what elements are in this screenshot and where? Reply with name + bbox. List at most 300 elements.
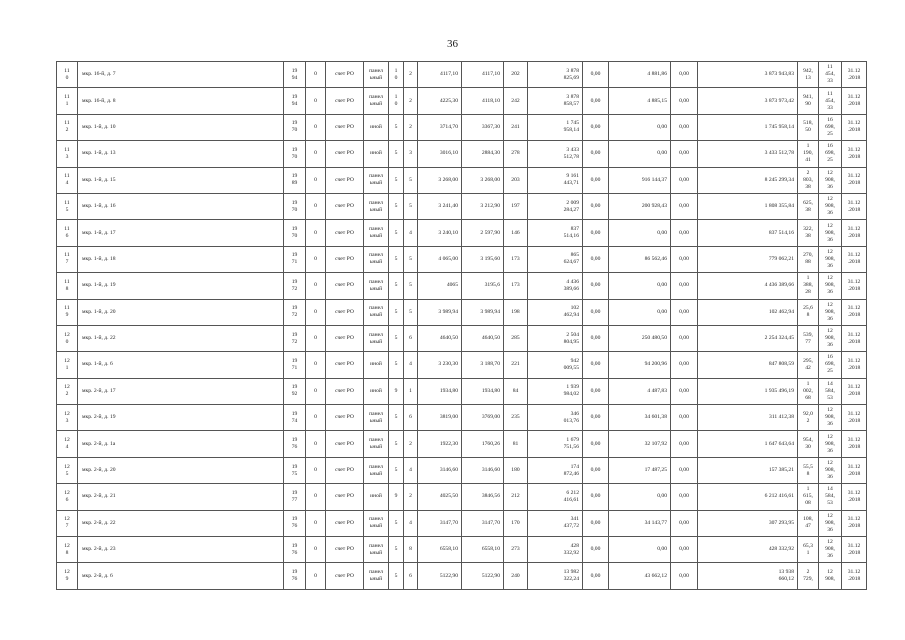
per-meter-cell: 954, 30: [798, 431, 819, 457]
account-cell: счет РО: [326, 167, 364, 193]
total-area-cell: 3016,10: [418, 141, 462, 167]
date-cell: 31.12 .2018: [842, 431, 867, 457]
zero-amount-cell: 0,00: [583, 62, 609, 88]
living-area-cell: 3769,00: [462, 405, 504, 431]
amount-cell: 0,00: [609, 537, 671, 563]
living-area-cell: 3 188,70: [462, 352, 504, 378]
limit-cell: 12 908, 36: [819, 431, 842, 457]
address-cell: мкр. 1-й, д. 20: [78, 299, 284, 325]
limit-cell: 14 584, 53: [819, 378, 842, 404]
zero-cell: 0: [306, 246, 326, 272]
entrances-cell: 1: [404, 378, 418, 404]
limit-cell: 16 698, 25: [819, 352, 842, 378]
material-cell: панел ьный: [364, 299, 389, 325]
date-cell: 31.12 .2018: [842, 537, 867, 563]
zero-amount-cell: 0,00: [671, 193, 698, 219]
date-cell: 31.12 .2018: [842, 563, 867, 589]
page-number: 36: [447, 38, 458, 50]
balance-cell: 102 462,94: [698, 299, 798, 325]
zero-cell: 0: [306, 220, 326, 246]
date-cell: 31.12 .2018: [842, 484, 867, 510]
total-cost-cell: 346 013,76: [528, 405, 583, 431]
balance-cell: 3 433 512,78: [698, 141, 798, 167]
date-cell: 31.12 .2018: [842, 405, 867, 431]
zero-amount-cell: 0,00: [671, 167, 698, 193]
total-cost-cell: 6 212 416,61: [528, 484, 583, 510]
limit-cell: 12 908, 36: [819, 246, 842, 272]
zero-cell: 0: [306, 510, 326, 536]
zero-amount-cell: 0,00: [583, 246, 609, 272]
address-cell: мкр. 2-й, д. 23: [78, 537, 284, 563]
row-number-cell: 12 1: [57, 352, 78, 378]
year-cell: 19 94: [284, 88, 306, 114]
limit-cell: 12 908, 36: [819, 537, 842, 563]
floors-cell: 5: [389, 141, 404, 167]
zero-amount-cell: 0,00: [671, 62, 698, 88]
row-number-cell: 11 7: [57, 246, 78, 272]
zero-cell: 0: [306, 299, 326, 325]
material-cell: иной: [364, 352, 389, 378]
amount-cell: 200 928,43: [609, 193, 671, 219]
total-cost-cell: 13 982 322,24: [528, 563, 583, 589]
balance-cell: 6 212 416,61: [698, 484, 798, 510]
balance-cell: 4 436 389,66: [698, 273, 798, 299]
year-cell: 19 76: [284, 431, 306, 457]
floors-cell: 5: [389, 537, 404, 563]
zero-cell: 0: [306, 273, 326, 299]
total-cost-cell: 341 437,72: [528, 510, 583, 536]
floors-cell: 1 0: [389, 88, 404, 114]
table-row: [57, 273, 867, 299]
total-cost-cell: 4 436 389,66: [528, 273, 583, 299]
total-cost-cell: 102 462,94: [528, 299, 583, 325]
material-cell: иной: [364, 484, 389, 510]
total-cost-cell: 1 679 751,56: [528, 431, 583, 457]
row-number-cell: 11 4: [57, 167, 78, 193]
per-meter-cell: 518, 50: [798, 114, 819, 140]
address-cell: мкр. 1-й, д. 22: [78, 325, 284, 351]
residents-cell: 203: [504, 167, 528, 193]
address-cell: мкр. 2-й, д. 19: [78, 405, 284, 431]
address-cell: мкр. 1-й, д. 17: [78, 220, 284, 246]
total-cost-cell: 3 433 512,78: [528, 141, 583, 167]
living-area-cell: 4117,10: [462, 62, 504, 88]
per-meter-cell: 1 615, 08: [798, 484, 819, 510]
account-cell: счет РО: [326, 405, 364, 431]
row-number-cell: 12 6: [57, 484, 78, 510]
account-cell: счет РО: [326, 325, 364, 351]
living-area-cell: 5122,90: [462, 563, 504, 589]
row-number-cell: 11 8: [57, 273, 78, 299]
material-cell: панел ьный: [364, 431, 389, 457]
living-area-cell: 3 195,60: [462, 246, 504, 272]
total-cost-cell: 428 332,92: [528, 537, 583, 563]
table-row: [57, 431, 867, 457]
amount-cell: 34 601,38: [609, 405, 671, 431]
total-cost-cell: 2 009 284,27: [528, 193, 583, 219]
residents-cell: 273: [504, 537, 528, 563]
zero-cell: 0: [306, 405, 326, 431]
material-cell: панел ьный: [364, 405, 389, 431]
balance-cell: 157 385,21: [698, 457, 798, 483]
zero-amount-cell: 0,00: [583, 457, 609, 483]
account-cell: счет РО: [326, 88, 364, 114]
address-cell: мкр. 2-й, д. 20: [78, 457, 284, 483]
row-number-cell: 12 2: [57, 378, 78, 404]
floors-cell: 5: [389, 510, 404, 536]
total-cost-cell: 174 872,46: [528, 457, 583, 483]
residents-cell: 198: [504, 299, 528, 325]
date-cell: 31.12 .2018: [842, 167, 867, 193]
account-cell: счет РО: [326, 563, 364, 589]
material-cell: панел ьный: [364, 88, 389, 114]
living-area-cell: 3147,70: [462, 510, 504, 536]
living-area-cell: 4118,10: [462, 88, 504, 114]
amount-cell: 32 107,92: [609, 431, 671, 457]
material-cell: панел ьный: [364, 537, 389, 563]
amount-cell: 250 480,50: [609, 325, 671, 351]
residents-cell: 278: [504, 141, 528, 167]
row-number-cell: 12 0: [57, 325, 78, 351]
balance-cell: 1 745 958,14: [698, 114, 798, 140]
entrances-cell: 4: [404, 352, 418, 378]
per-meter-cell: 1 388, 28: [798, 273, 819, 299]
year-cell: 19 76: [284, 510, 306, 536]
material-cell: панел ьный: [364, 62, 389, 88]
limit-cell: 16 698, 25: [819, 114, 842, 140]
floors-cell: 5: [389, 431, 404, 457]
zero-amount-cell: 0,00: [671, 378, 698, 404]
zero-amount-cell: 0,00: [583, 325, 609, 351]
total-cost-cell: 942 009,55: [528, 352, 583, 378]
entrances-cell: 5: [404, 246, 418, 272]
entrances-cell: 6: [404, 405, 418, 431]
zero-cell: 0: [306, 141, 326, 167]
residents-cell: 202: [504, 62, 528, 88]
table-body: [57, 62, 867, 590]
limit-cell: 12 908, 36: [819, 457, 842, 483]
row-number-cell: 12 3: [57, 405, 78, 431]
total-cost-cell: 3 878 825,69: [528, 62, 583, 88]
zero-amount-cell: 0,00: [583, 378, 609, 404]
year-cell: 19 77: [284, 484, 306, 510]
address-cell: мкр. 2-й, д. 22: [78, 510, 284, 536]
residents-cell: 241: [504, 114, 528, 140]
account-cell: счет РО: [326, 431, 364, 457]
year-cell: 19 70: [284, 114, 306, 140]
living-area-cell: 3 212,90: [462, 193, 504, 219]
zero-amount-cell: 0,00: [671, 325, 698, 351]
amount-cell: 4 881,86: [609, 62, 671, 88]
living-area-cell: 3146,60: [462, 457, 504, 483]
entrances-cell: 2: [404, 431, 418, 457]
total-area-cell: 5122,90: [418, 563, 462, 589]
account-cell: счет РО: [326, 114, 364, 140]
year-cell: 19 76: [284, 537, 306, 563]
total-area-cell: 4640,50: [418, 325, 462, 351]
year-cell: 19 70: [284, 193, 306, 219]
year-cell: 19 70: [284, 141, 306, 167]
material-cell: панел ьный: [364, 273, 389, 299]
entrances-cell: 2: [404, 484, 418, 510]
balance-cell: 428 332,92: [698, 537, 798, 563]
zero-amount-cell: 0,00: [671, 484, 698, 510]
per-meter-cell: 942, 13: [798, 62, 819, 88]
zero-amount-cell: 0,00: [671, 537, 698, 563]
entrances-cell: 5: [404, 299, 418, 325]
total-area-cell: 3714,70: [418, 114, 462, 140]
year-cell: 19 71: [284, 246, 306, 272]
per-meter-cell: 92,0 2: [798, 405, 819, 431]
residents-cell: 81: [504, 431, 528, 457]
zero-amount-cell: 0,00: [583, 220, 609, 246]
year-cell: 19 89: [284, 167, 306, 193]
table-row: [57, 457, 867, 483]
row-number-cell: 11 3: [57, 141, 78, 167]
material-cell: иной: [364, 114, 389, 140]
floors-cell: 9: [389, 378, 404, 404]
zero-amount-cell: 0,00: [671, 273, 698, 299]
entrances-cell: 3: [404, 141, 418, 167]
date-cell: 31.12 .2018: [842, 378, 867, 404]
table-row: [57, 62, 867, 88]
material-cell: иной: [364, 378, 389, 404]
table-row: [57, 563, 867, 589]
table-row: [57, 510, 867, 536]
balance-cell: 8 245 299,34: [698, 167, 798, 193]
living-area-cell: 2884,30: [462, 141, 504, 167]
zero-amount-cell: 0,00: [671, 220, 698, 246]
date-cell: 31.12 .2018: [842, 220, 867, 246]
date-cell: 31.12 .2018: [842, 62, 867, 88]
zero-amount-cell: 0,00: [583, 563, 609, 589]
zero-amount-cell: 0,00: [671, 246, 698, 272]
total-area-cell: 3 268,00: [418, 167, 462, 193]
year-cell: 19 94: [284, 62, 306, 88]
address-cell: мкр. 2-й, д. 6: [78, 563, 284, 589]
floors-cell: 5: [389, 457, 404, 483]
per-meter-cell: 295, 42: [798, 352, 819, 378]
floors-cell: 9: [389, 484, 404, 510]
zero-amount-cell: 0,00: [671, 431, 698, 457]
zero-amount-cell: 0,00: [583, 537, 609, 563]
zero-amount-cell: 0,00: [671, 405, 698, 431]
total-area-cell: 4065: [418, 273, 462, 299]
year-cell: 19 71: [284, 352, 306, 378]
total-area-cell: 3 989,94: [418, 299, 462, 325]
balance-cell: 1 808 355,84: [698, 193, 798, 219]
residents-cell: 173: [504, 273, 528, 299]
total-cost-cell: 1 939 984,02: [528, 378, 583, 404]
total-area-cell: 6558,10: [418, 537, 462, 563]
entrances-cell: 2: [404, 88, 418, 114]
address-cell: мкр. 2-й, д. 17: [78, 378, 284, 404]
material-cell: панел ьный: [364, 457, 389, 483]
date-cell: 31.12 .2018: [842, 88, 867, 114]
limit-cell: 12 908, 36: [819, 325, 842, 351]
zero-amount-cell: 0,00: [583, 510, 609, 536]
material-cell: панел ьный: [364, 193, 389, 219]
residents-cell: 235: [504, 405, 528, 431]
address-cell: мкр. 16-й, д. 8: [78, 88, 284, 114]
total-cost-cell: 865 624,67: [528, 246, 583, 272]
amount-cell: 86 562,46: [609, 246, 671, 272]
zero-cell: 0: [306, 88, 326, 114]
entrances-cell: 4: [404, 510, 418, 536]
year-cell: 19 70: [284, 220, 306, 246]
address-cell: мкр. 1-й, д. 15: [78, 167, 284, 193]
zero-amount-cell: 0,00: [583, 431, 609, 457]
entrances-cell: 6: [404, 563, 418, 589]
total-area-cell: 3147,70: [418, 510, 462, 536]
balance-cell: 13 938 660,12: [698, 563, 798, 589]
address-cell: мкр. 1-й, д. 16: [78, 193, 284, 219]
row-number-cell: 11 1: [57, 88, 78, 114]
residents-cell: 240: [504, 563, 528, 589]
table-row: [57, 378, 867, 404]
amount-cell: 4 885,15: [609, 88, 671, 114]
material-cell: панел ьный: [364, 510, 389, 536]
zero-amount-cell: 0,00: [583, 299, 609, 325]
residents-cell: 221: [504, 352, 528, 378]
amount-cell: 34 143,77: [609, 510, 671, 536]
account-cell: счет РО: [326, 457, 364, 483]
address-cell: мкр. 1-й, д. 10: [78, 114, 284, 140]
per-meter-cell: 270, 88: [798, 246, 819, 272]
account-cell: счет РО: [326, 246, 364, 272]
total-area-cell: 4025,50: [418, 484, 462, 510]
zero-cell: 0: [306, 431, 326, 457]
total-area-cell: 4117,10: [418, 62, 462, 88]
zero-amount-cell: 0,00: [671, 299, 698, 325]
living-area-cell: 4640,50: [462, 325, 504, 351]
limit-cell: 12 908, 36: [819, 167, 842, 193]
total-area-cell: 1934,80: [418, 378, 462, 404]
residents-cell: 285: [504, 325, 528, 351]
row-number-cell: 12 5: [57, 457, 78, 483]
zero-cell: 0: [306, 352, 326, 378]
entrances-cell: 5: [404, 273, 418, 299]
floors-cell: 5: [389, 273, 404, 299]
table-row: [57, 325, 867, 351]
residents-cell: 180: [504, 457, 528, 483]
row-number-cell: 11 5: [57, 193, 78, 219]
account-cell: счет РО: [326, 220, 364, 246]
zero-cell: 0: [306, 167, 326, 193]
row-number-cell: 12 7: [57, 510, 78, 536]
date-cell: 31.12 .2018: [842, 457, 867, 483]
floors-cell: 5: [389, 193, 404, 219]
floors-cell: 5: [389, 405, 404, 431]
year-cell: 19 75: [284, 457, 306, 483]
per-meter-cell: 941, 90: [798, 88, 819, 114]
address-cell: мкр. 2-й, д. 1а: [78, 431, 284, 457]
balance-cell: 779 062,21: [698, 246, 798, 272]
amount-cell: 17 487,25: [609, 457, 671, 483]
year-cell: 19 76: [284, 563, 306, 589]
balance-cell: 1 647 643,64: [698, 431, 798, 457]
amount-cell: 43 662,12: [609, 563, 671, 589]
floors-cell: 5: [389, 246, 404, 272]
entrances-cell: 6: [404, 325, 418, 351]
amount-cell: 0,00: [609, 220, 671, 246]
zero-cell: 0: [306, 378, 326, 404]
date-cell: 31.12 .2018: [842, 273, 867, 299]
year-cell: 19 92: [284, 378, 306, 404]
address-cell: мкр. 2-й, д. 21: [78, 484, 284, 510]
per-meter-cell: 2 729,: [798, 563, 819, 589]
material-cell: иной: [364, 141, 389, 167]
amount-cell: 0,00: [609, 114, 671, 140]
zero-amount-cell: 0,00: [583, 167, 609, 193]
balance-cell: 1 935 496,19: [698, 378, 798, 404]
table-row: [57, 193, 867, 219]
zero-cell: 0: [306, 457, 326, 483]
row-number-cell: 11 6: [57, 220, 78, 246]
housing-register-table: [56, 61, 867, 590]
per-meter-cell: 1 190, 41: [798, 141, 819, 167]
entrances-cell: 2: [404, 62, 418, 88]
per-meter-cell: 65,3 1: [798, 537, 819, 563]
living-area-cell: 2 597,90: [462, 220, 504, 246]
amount-cell: 0,00: [609, 484, 671, 510]
living-area-cell: 3 989,94: [462, 299, 504, 325]
row-number-cell: 12 8: [57, 537, 78, 563]
limit-cell: 12 908, 36: [819, 273, 842, 299]
total-area-cell: 3 240,10: [418, 220, 462, 246]
amount-cell: 0,00: [609, 273, 671, 299]
year-cell: 19 72: [284, 299, 306, 325]
total-cost-cell: 837 514,16: [528, 220, 583, 246]
zero-cell: 0: [306, 537, 326, 563]
limit-cell: 12 908, 36: [819, 299, 842, 325]
table-row: [57, 484, 867, 510]
residents-cell: 84: [504, 378, 528, 404]
living-area-cell: 3846,56: [462, 484, 504, 510]
year-cell: 19 72: [284, 325, 306, 351]
account-cell: счет РО: [326, 273, 364, 299]
address-cell: мкр. 1-й, д. 13: [78, 141, 284, 167]
total-area-cell: 4225,30: [418, 88, 462, 114]
total-area-cell: 3 230,30: [418, 352, 462, 378]
floors-cell: 5: [389, 114, 404, 140]
row-number-cell: 11 2: [57, 114, 78, 140]
account-cell: счет РО: [326, 484, 364, 510]
zero-amount-cell: 0,00: [671, 141, 698, 167]
zero-amount-cell: 0,00: [583, 352, 609, 378]
limit-cell: 11 454, 33: [819, 62, 842, 88]
limit-cell: 14 584, 53: [819, 484, 842, 510]
limit-cell: 12 908,: [819, 563, 842, 589]
zero-amount-cell: 0,00: [583, 405, 609, 431]
living-area-cell: 3 268,00: [462, 167, 504, 193]
entrances-cell: 2: [404, 114, 418, 140]
row-number-cell: 12 4: [57, 431, 78, 457]
address-cell: мкр. 1-й, д. 6: [78, 352, 284, 378]
total-area-cell: 3819,00: [418, 405, 462, 431]
date-cell: 31.12 .2018: [842, 246, 867, 272]
floors-cell: 1 0: [389, 62, 404, 88]
account-cell: счет РО: [326, 510, 364, 536]
entrances-cell: 4: [404, 220, 418, 246]
balance-cell: 307 293,95: [698, 510, 798, 536]
table-row: [57, 220, 867, 246]
table-row: [57, 88, 867, 114]
total-cost-cell: 2 504 804,95: [528, 325, 583, 351]
entrances-cell: 5: [404, 167, 418, 193]
account-cell: счет РО: [326, 352, 364, 378]
zero-amount-cell: 0,00: [583, 88, 609, 114]
